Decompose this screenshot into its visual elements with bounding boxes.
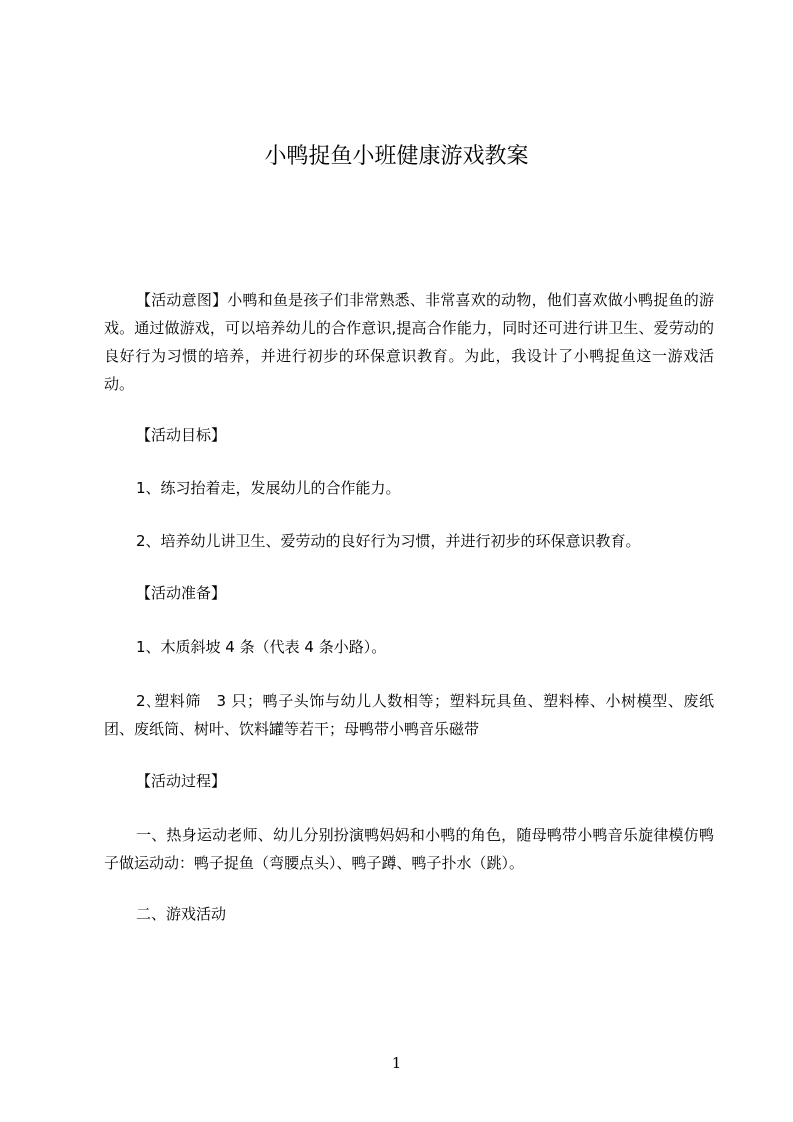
goal-item-1: 1、练习抬着走，发展幼儿的合作能力。	[136, 479, 401, 497]
page-number: 1	[391, 1054, 402, 1072]
prep-item-2: 2､塑料筛 3 只；鸭子头饰与幼儿人数相等；塑料玩具鱼、塑料棒、小树模型、废纸团、废纸筒、树叶、饮料罐等若干；母鸭带小鸭音乐磁带	[104, 692, 714, 738]
prep-item-1: 1、木质斜坡 4 条（代表 4 条小路）。	[136, 638, 387, 656]
process-heading: 【活动过程】	[136, 772, 227, 790]
goal-item-2: 2、培养幼儿讲卫生、爱劳动的良好行为习惯，并进行初步的环保意识教育。	[136, 532, 641, 550]
document-title: 小鸭捉鱼小班健康游戏教案	[264, 144, 529, 169]
intro-paragraph: 【活动意图】小鸭和鱼是孩子们非常熟悉、非常喜欢的动物，他们喜欢做小鸭捉鱼的游戏。通过做游戏，可以培养幼儿的合作意识,提高合作能力，同时还可进行讲卫生、爱劳动的良好行为习惯的培养，并进行初步的环保意识教育。为此，我设计了小鸭捉鱼这一游戏活动。	[104, 291, 714, 393]
goals-heading: 【活动目标】	[136, 426, 227, 444]
prep-heading: 【活动准备】	[136, 584, 227, 602]
process-item-1: 一、热身运动老师、幼儿分别扮演鸭妈妈和小鸭的角色，随母鸭带小鸭音乐旋律模仿鸭子做运动动：鸭子捉鱼（弯腰点头）、鸭子蹲、鸭子扑水（跳）。	[104, 826, 714, 872]
process-item-2: 二、游戏活动	[136, 905, 227, 923]
